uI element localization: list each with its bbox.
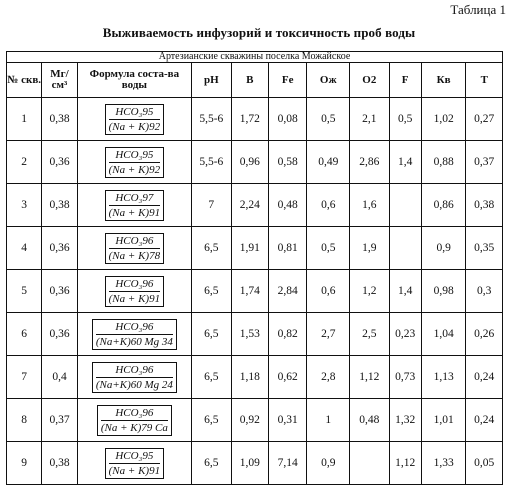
water-formula — [105, 190, 164, 221]
cell-t: 0,38 — [466, 184, 503, 227]
cell-fe: 0,48 — [268, 184, 306, 227]
table-row — [7, 98, 503, 141]
cell-o2: 2,5 — [350, 313, 390, 356]
cell-b: 1,72 — [231, 98, 268, 141]
cell-f — [389, 184, 421, 227]
cell-t: 0,24 — [466, 356, 503, 399]
formula-numerator: HCO₃97 — [109, 192, 160, 206]
column-header: pH — [192, 63, 232, 98]
cell-o2: 2,86 — [350, 141, 390, 184]
cell-t: 0,37 — [466, 141, 503, 184]
formula-numerator: HCO₃96 — [96, 321, 173, 335]
cell-kv: 1,33 — [421, 442, 466, 485]
cell-kv: 1,13 — [421, 356, 466, 399]
group-header: Артезианские скважины поселка Можайское — [7, 52, 503, 63]
water-formula — [105, 233, 164, 264]
formula-denominator: (Na + K)78 — [108, 249, 161, 262]
cell-t: 0,05 — [466, 442, 503, 485]
column-header: № скв. — [7, 63, 42, 98]
formula-numerator: HCO₃95 — [109, 450, 160, 464]
cell-no: 7 — [7, 356, 42, 399]
water-formula-cell — [77, 184, 191, 227]
cell-o2 — [350, 442, 390, 485]
cell-f: 1,4 — [389, 141, 421, 184]
cell-t: 0,35 — [466, 227, 503, 270]
formula-numerator: HCO₃96 — [109, 278, 160, 292]
formula-numerator: HCO₃95 — [109, 106, 160, 120]
cell-no: 4 — [7, 227, 42, 270]
cell-no: 1 — [7, 98, 42, 141]
column-header: Мг/ см³ — [42, 63, 77, 98]
cell-kv: 1,01 — [421, 399, 466, 442]
water-formula — [97, 405, 172, 436]
cell-kv: 0,98 — [421, 270, 466, 313]
water-formula-cell — [77, 356, 191, 399]
cell-f: 1,12 — [389, 442, 421, 485]
column-header: Ож — [307, 63, 350, 98]
formula-denominator: (Na + K)91 — [108, 292, 161, 305]
column-header: Fe — [268, 63, 306, 98]
water-formula — [105, 104, 164, 135]
column-header: O2 — [350, 63, 390, 98]
table-row — [7, 313, 503, 356]
cell-no: 6 — [7, 313, 42, 356]
table-row — [7, 399, 503, 442]
column-header-row — [7, 63, 503, 98]
cell-ph: 6,5 — [192, 270, 232, 313]
table-row — [7, 356, 503, 399]
water-formula-cell — [77, 141, 191, 184]
formula-denominator: (Na+K)60 Mg 24 — [95, 378, 173, 391]
cell-b: 0,96 — [231, 141, 268, 184]
group-header-row — [7, 52, 503, 63]
cell-ozh: 0,5 — [307, 98, 350, 141]
cell-mg: 0,37 — [42, 399, 77, 442]
cell-fe: 2,84 — [268, 270, 306, 313]
cell-b: 2,24 — [231, 184, 268, 227]
column-header: T — [466, 63, 503, 98]
table-row — [7, 442, 503, 485]
cell-fe: 0,58 — [268, 141, 306, 184]
cell-fe: 7,14 — [268, 442, 306, 485]
formula-numerator: HCO₃96 — [96, 364, 173, 378]
water-formula-cell — [77, 442, 191, 485]
cell-t: 0,24 — [466, 399, 503, 442]
cell-f: 1,32 — [389, 399, 421, 442]
formula-denominator: (Na + K)92 — [108, 120, 161, 133]
cell-f: 0,23 — [389, 313, 421, 356]
formula-denominator: (Na+K)60 Mg 34 — [95, 335, 173, 348]
cell-ph: 6,5 — [192, 356, 232, 399]
formula-denominator: (Na + K)91 — [108, 464, 161, 477]
table-row — [7, 227, 503, 270]
cell-ozh: 2,7 — [307, 313, 350, 356]
cell-o2: 0,48 — [350, 399, 390, 442]
cell-b: 1,09 — [231, 442, 268, 485]
water-formula-cell — [77, 98, 191, 141]
cell-t: 0,26 — [466, 313, 503, 356]
cell-ozh: 0,6 — [307, 184, 350, 227]
cell-ph: 6,5 — [192, 442, 232, 485]
cell-ozh: 0,49 — [307, 141, 350, 184]
cell-o2: 1,2 — [350, 270, 390, 313]
cell-no: 9 — [7, 442, 42, 485]
cell-ozh: 2,8 — [307, 356, 350, 399]
table-row — [7, 270, 503, 313]
cell-t: 0,27 — [466, 98, 503, 141]
cell-ozh: 0,9 — [307, 442, 350, 485]
cell-ph: 5,5-6 — [192, 141, 232, 184]
cell-fe: 0,08 — [268, 98, 306, 141]
cell-ph: 6,5 — [192, 227, 232, 270]
water-formula — [92, 319, 177, 350]
cell-no: 2 — [7, 141, 42, 184]
cell-ph: 6,5 — [192, 313, 232, 356]
cell-ph: 6,5 — [192, 399, 232, 442]
cell-no: 5 — [7, 270, 42, 313]
column-header: B — [231, 63, 268, 98]
cell-kv: 0,86 — [421, 184, 466, 227]
water-toxicity-table — [6, 51, 503, 485]
table-title: Выживаемость инфузорий и токсичность проб воды — [102, 25, 416, 40]
water-formula — [105, 276, 164, 307]
cell-f: 0,73 — [389, 356, 421, 399]
cell-b: 1,74 — [231, 270, 268, 313]
cell-kv: 1,04 — [421, 313, 466, 356]
cell-mg: 0,36 — [42, 141, 77, 184]
table-row — [7, 141, 503, 184]
cell-b: 1,91 — [231, 227, 268, 270]
cell-b: 1,18 — [231, 356, 268, 399]
cell-ph: 7 — [192, 184, 232, 227]
water-formula-cell — [77, 227, 191, 270]
table-body — [7, 98, 503, 485]
formula-numerator: HCO₃95 — [109, 149, 160, 163]
cell-mg: 0,38 — [42, 98, 77, 141]
column-header: Кв — [421, 63, 466, 98]
cell-mg: 0,36 — [42, 270, 77, 313]
water-formula-cell — [77, 270, 191, 313]
cell-fe: 0,31 — [268, 399, 306, 442]
cell-mg: 0,36 — [42, 313, 77, 356]
water-formula — [105, 448, 164, 479]
cell-o2: 2,1 — [350, 98, 390, 141]
water-formula — [105, 147, 164, 178]
cell-fe: 0,81 — [268, 227, 306, 270]
table-row — [7, 184, 503, 227]
water-formula-cell — [77, 399, 191, 442]
water-formula-cell — [77, 313, 191, 356]
cell-mg: 0,38 — [42, 184, 77, 227]
cell-kv: 0,88 — [421, 141, 466, 184]
cell-b: 1,53 — [231, 313, 268, 356]
cell-mg: 0,36 — [42, 227, 77, 270]
cell-mg: 0,38 — [42, 442, 77, 485]
cell-o2: 1,9 — [350, 227, 390, 270]
cell-f — [389, 227, 421, 270]
column-header: F — [389, 63, 421, 98]
table-number: Таблица 1 — [450, 2, 506, 17]
cell-f: 0,5 — [389, 98, 421, 141]
cell-o2: 1,6 — [350, 184, 390, 227]
water-formula — [92, 362, 177, 393]
cell-ph: 5,5-6 — [192, 98, 232, 141]
cell-t: 0,3 — [466, 270, 503, 313]
cell-no: 8 — [7, 399, 42, 442]
cell-kv: 1,02 — [421, 98, 466, 141]
cell-ozh: 0,5 — [307, 227, 350, 270]
formula-numerator: HCO₃96 — [109, 235, 160, 249]
cell-b: 0,92 — [231, 399, 268, 442]
cell-o2: 1,12 — [350, 356, 390, 399]
cell-mg: 0,4 — [42, 356, 77, 399]
cell-ozh: 0,6 — [307, 270, 350, 313]
formula-numerator: HCO₃96 — [101, 407, 168, 421]
cell-ozh: 1 — [307, 399, 350, 442]
formula-denominator: (Na + K)79 Ca — [100, 421, 168, 434]
cell-no: 3 — [7, 184, 42, 227]
formula-denominator: (Na + K)91 — [108, 206, 161, 219]
cell-kv: 0,9 — [421, 227, 466, 270]
cell-fe: 0,82 — [268, 313, 306, 356]
column-header: Формула соста-ва воды — [77, 63, 191, 98]
formula-denominator: (Na + K)92 — [108, 163, 161, 176]
cell-f: 1,4 — [389, 270, 421, 313]
cell-fe: 0,62 — [268, 356, 306, 399]
